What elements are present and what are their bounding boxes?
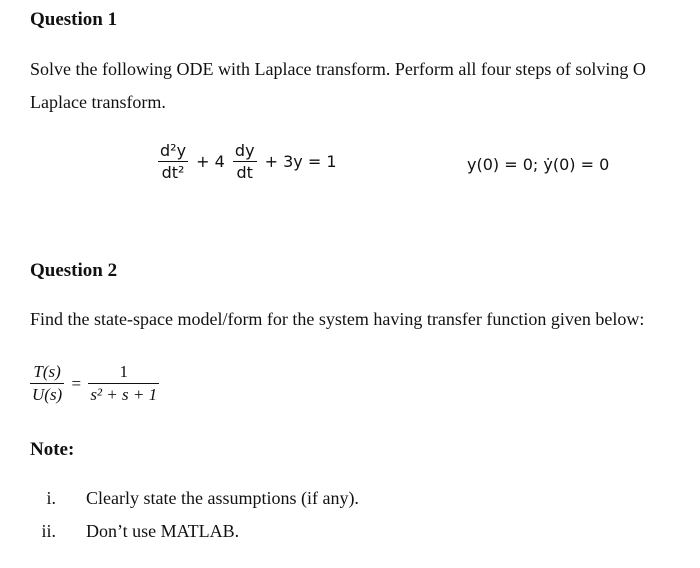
transfer-function — [30, 362, 159, 405]
note-title: Note: — [30, 439, 75, 460]
tf-rhs-denominator — [88, 384, 159, 405]
ode-equation — [158, 141, 340, 182]
tf-lhs-denominator — [30, 384, 64, 405]
note-item-2-text: Don’t use MATLAB. — [86, 521, 240, 541]
tf-lhs-fraction — [30, 362, 64, 405]
note-item-1-text: Clearly state the assumptions (if any). — [86, 488, 359, 508]
note-item-1 — [26, 488, 626, 512]
question-1-title: Question 1 — [30, 9, 118, 30]
tf-equals: = — [71, 373, 82, 393]
tf-lhs-den-text: U(s) — [32, 385, 63, 404]
tf-lhs-num-text: T(s) — [33, 362, 61, 381]
second-derivative-fraction — [158, 141, 188, 182]
note-item-1-number: i. — [46, 488, 56, 508]
equation-rest: + 3y = 1 — [264, 152, 337, 171]
note-item-2-number: ii. — [41, 521, 56, 541]
tf-rhs-numerator: 1 — [119, 362, 128, 381]
question-1-line-2: Laplace transform. — [30, 92, 166, 112]
frac1-denominator: dt² — [161, 163, 185, 182]
tf-rhs-fraction — [88, 362, 159, 405]
question-2-line-1: Find the state-space model/form for the system having transfer function given below: — [30, 309, 645, 329]
tf-lhs-numerator — [30, 362, 64, 383]
plus-four: + 4 — [196, 152, 225, 171]
question-2-title: Question 2 — [30, 260, 118, 281]
frac2-denominator: dt — [236, 163, 253, 182]
question-1-line-1: Solve the following ODE with Laplace transform. Perform all four steps of solving O — [30, 59, 646, 79]
frac2-numerator: dy — [234, 141, 255, 160]
frac1-numerator: d²y — [160, 141, 187, 160]
note-item-2 — [26, 521, 626, 545]
initial-conditions: y(0) = 0; ẏ(0) = 0 — [467, 155, 610, 174]
tf-rhs-den-text: s² + s + 1 — [90, 385, 158, 404]
first-derivative-fraction — [233, 141, 257, 182]
